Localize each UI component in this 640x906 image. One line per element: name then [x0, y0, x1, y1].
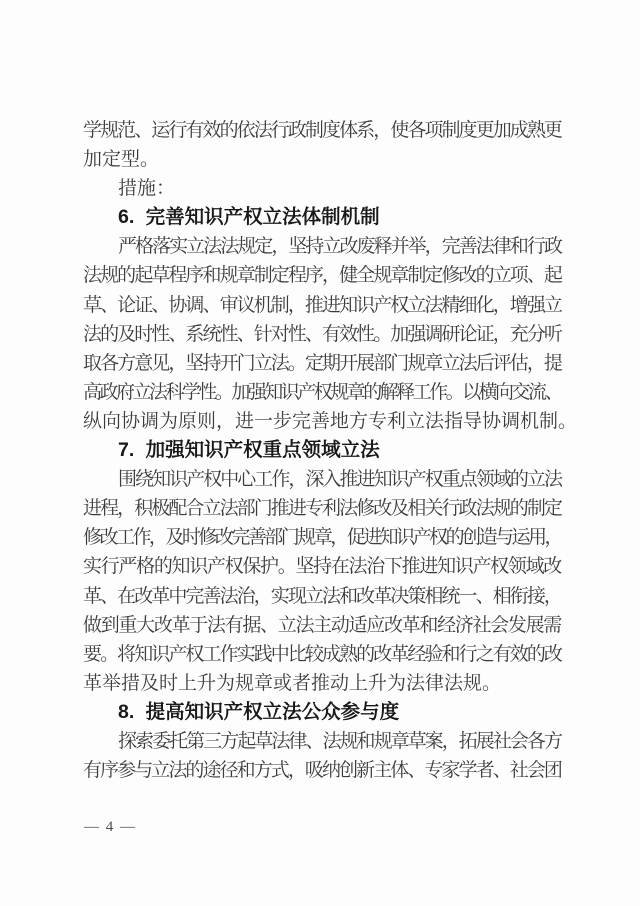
doc-line: 法规的起草程序和规章制定程序，健全规章制定修改的立项、起 — [83, 265, 561, 287]
doc-line: 要。将知识产权工作实践中比较成熟的改革经验和行之有效的改 — [83, 643, 561, 665]
doc-line: 严格落实立法法规定，坚持立改废释并举，完善法律和行政 — [118, 236, 561, 258]
doc-line: 革举措及时上升为规章或者推动上升为法律法规。 — [83, 672, 502, 694]
doc-line: 围绕知识产权中心工作，深入推进知识产权重点领域的立法 — [118, 469, 561, 491]
doc-line: 草、论证、协调、审议机制，推进知识产权立法精细化，增强立 — [83, 294, 561, 316]
doc-line: 加定型。 — [83, 149, 160, 171]
doc-line: 取各方意见，坚持开门立法。定期开展部门规章立法后评估，提 — [83, 352, 561, 374]
doc-line: 有序参与立法的途径和方式，吸纳创新主体、专家学者、社会团 — [83, 760, 561, 782]
section-heading-6: 6. 完善知识产权立法体制机制 — [118, 206, 380, 229]
doc-line: 措施： — [118, 178, 176, 200]
doc-line: 革、在改革中完善法治，实现立法和改革决策相统一、相衔接， — [83, 585, 561, 607]
doc-line: 纵向协调为原则，进一步完善地方专利立法指导协调机制。 — [83, 410, 578, 432]
doc-line: 进程，积极配合立法部门推进专利法修改及相关行政法规的制定 — [83, 498, 561, 520]
doc-line: 探索委托第三方起草法律、法规和规章草案，拓展社会各方 — [118, 730, 561, 752]
doc-line: 实行严格的知识产权保护。坚持在法治下推进知识产权领域改 — [83, 556, 561, 578]
doc-line: 学规范、运行有效的依法行政制度体系，使各项制度更加成熟更 — [83, 120, 561, 141]
page-number: — 4 — — [84, 819, 137, 835]
section-heading-8: 8. 提高知识产权立法公众参与度 — [118, 700, 400, 723]
section-heading-7: 7. 加强知识产权重点领域立法 — [118, 439, 380, 462]
doc-line: 做到重大改革于法有据、立法主动适应改革和经济社会发展需 — [83, 614, 561, 636]
doc-line: 修改工作，及时修改完善部门规章，促进知识产权的创造与运用， — [83, 527, 561, 549]
doc-line: 高政府立法科学性。加强知识产权规章的解释工作。以横向交流、 — [83, 381, 561, 403]
document-text-block — [83, 116, 578, 785]
doc-line: 法的及时性、系统性、针对性、有效性。加强调研论证，充分听 — [83, 323, 561, 345]
